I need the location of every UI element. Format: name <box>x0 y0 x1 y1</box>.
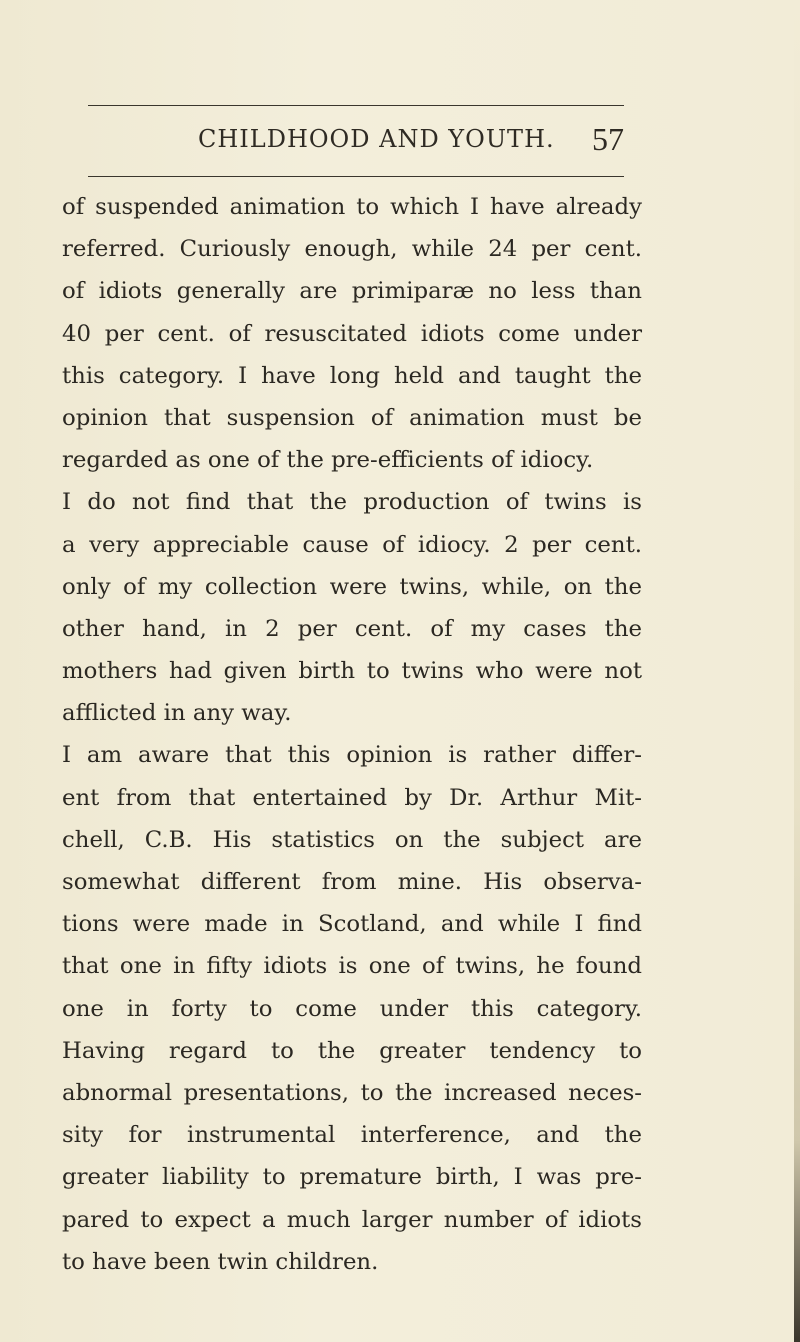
text-line: mothers had given birth to twins who were not <box>62 658 642 685</box>
text-line: of suspended animation to which I have already <box>62 194 642 220</box>
text-line: other hand, in 2 per cent. of my cases the <box>62 615 642 642</box>
text-line: chell, C.B. His statistics on the subject are <box>62 826 642 853</box>
text-line: afflicted in any way. <box>62 700 292 727</box>
text-line: of idiots generally are primiparæ no less than <box>62 278 642 305</box>
text-line: ent from that entertained by Dr. Arthur Mit- <box>62 784 642 811</box>
page-number: 57 <box>592 121 624 157</box>
text-line: that one in fifty idiots is one of twins, he found <box>62 953 642 980</box>
text-line: sity for instrumental interference, and the <box>62 1122 642 1149</box>
body-text <box>62 186 642 1283</box>
text-line: abnormal presentations, to the increased neces- <box>62 1079 642 1106</box>
text-line: one in forty to come under this category. <box>62 995 642 1022</box>
text-line: a very appreciable cause of idiocy. 2 per cent. <box>62 531 642 558</box>
text-line: this category. I have long held and taught the <box>62 362 642 389</box>
text-line: somewhat different from mine. His observa- <box>62 869 642 895</box>
running-title: CHILDHOOD AND YOUTH. <box>198 125 555 153</box>
running-head <box>88 121 624 161</box>
text-line: I do not find that the production of twins is <box>62 489 642 516</box>
text-line: pared to expect a much larger number of idiots <box>62 1206 642 1233</box>
text-line: regarded as one of the pre-efficients of idiocy. <box>62 447 594 474</box>
page-edge-shadow <box>794 0 800 1342</box>
text-line: greater liability to premature birth, I was pre- <box>62 1164 642 1191</box>
text-line: tions were made in Scotland, and while I find <box>62 911 642 938</box>
text-line: to have been twin children. <box>62 1248 379 1275</box>
text-line: I am aware that this opinion is rather differ- <box>62 742 642 769</box>
text-line: opinion that suspension of animation must be <box>62 404 642 431</box>
text-line: Having regard to the greater tendency to <box>62 1037 642 1064</box>
header-rule-bottom <box>88 176 624 177</box>
header-rule-top <box>88 105 624 106</box>
text-line: only of my collection were twins, while, on the <box>62 573 642 600</box>
text-line: 40 per cent. of resuscitated idiots come under <box>62 320 642 347</box>
text-line: referred. Curiously enough, while 24 per cent. <box>62 236 642 263</box>
